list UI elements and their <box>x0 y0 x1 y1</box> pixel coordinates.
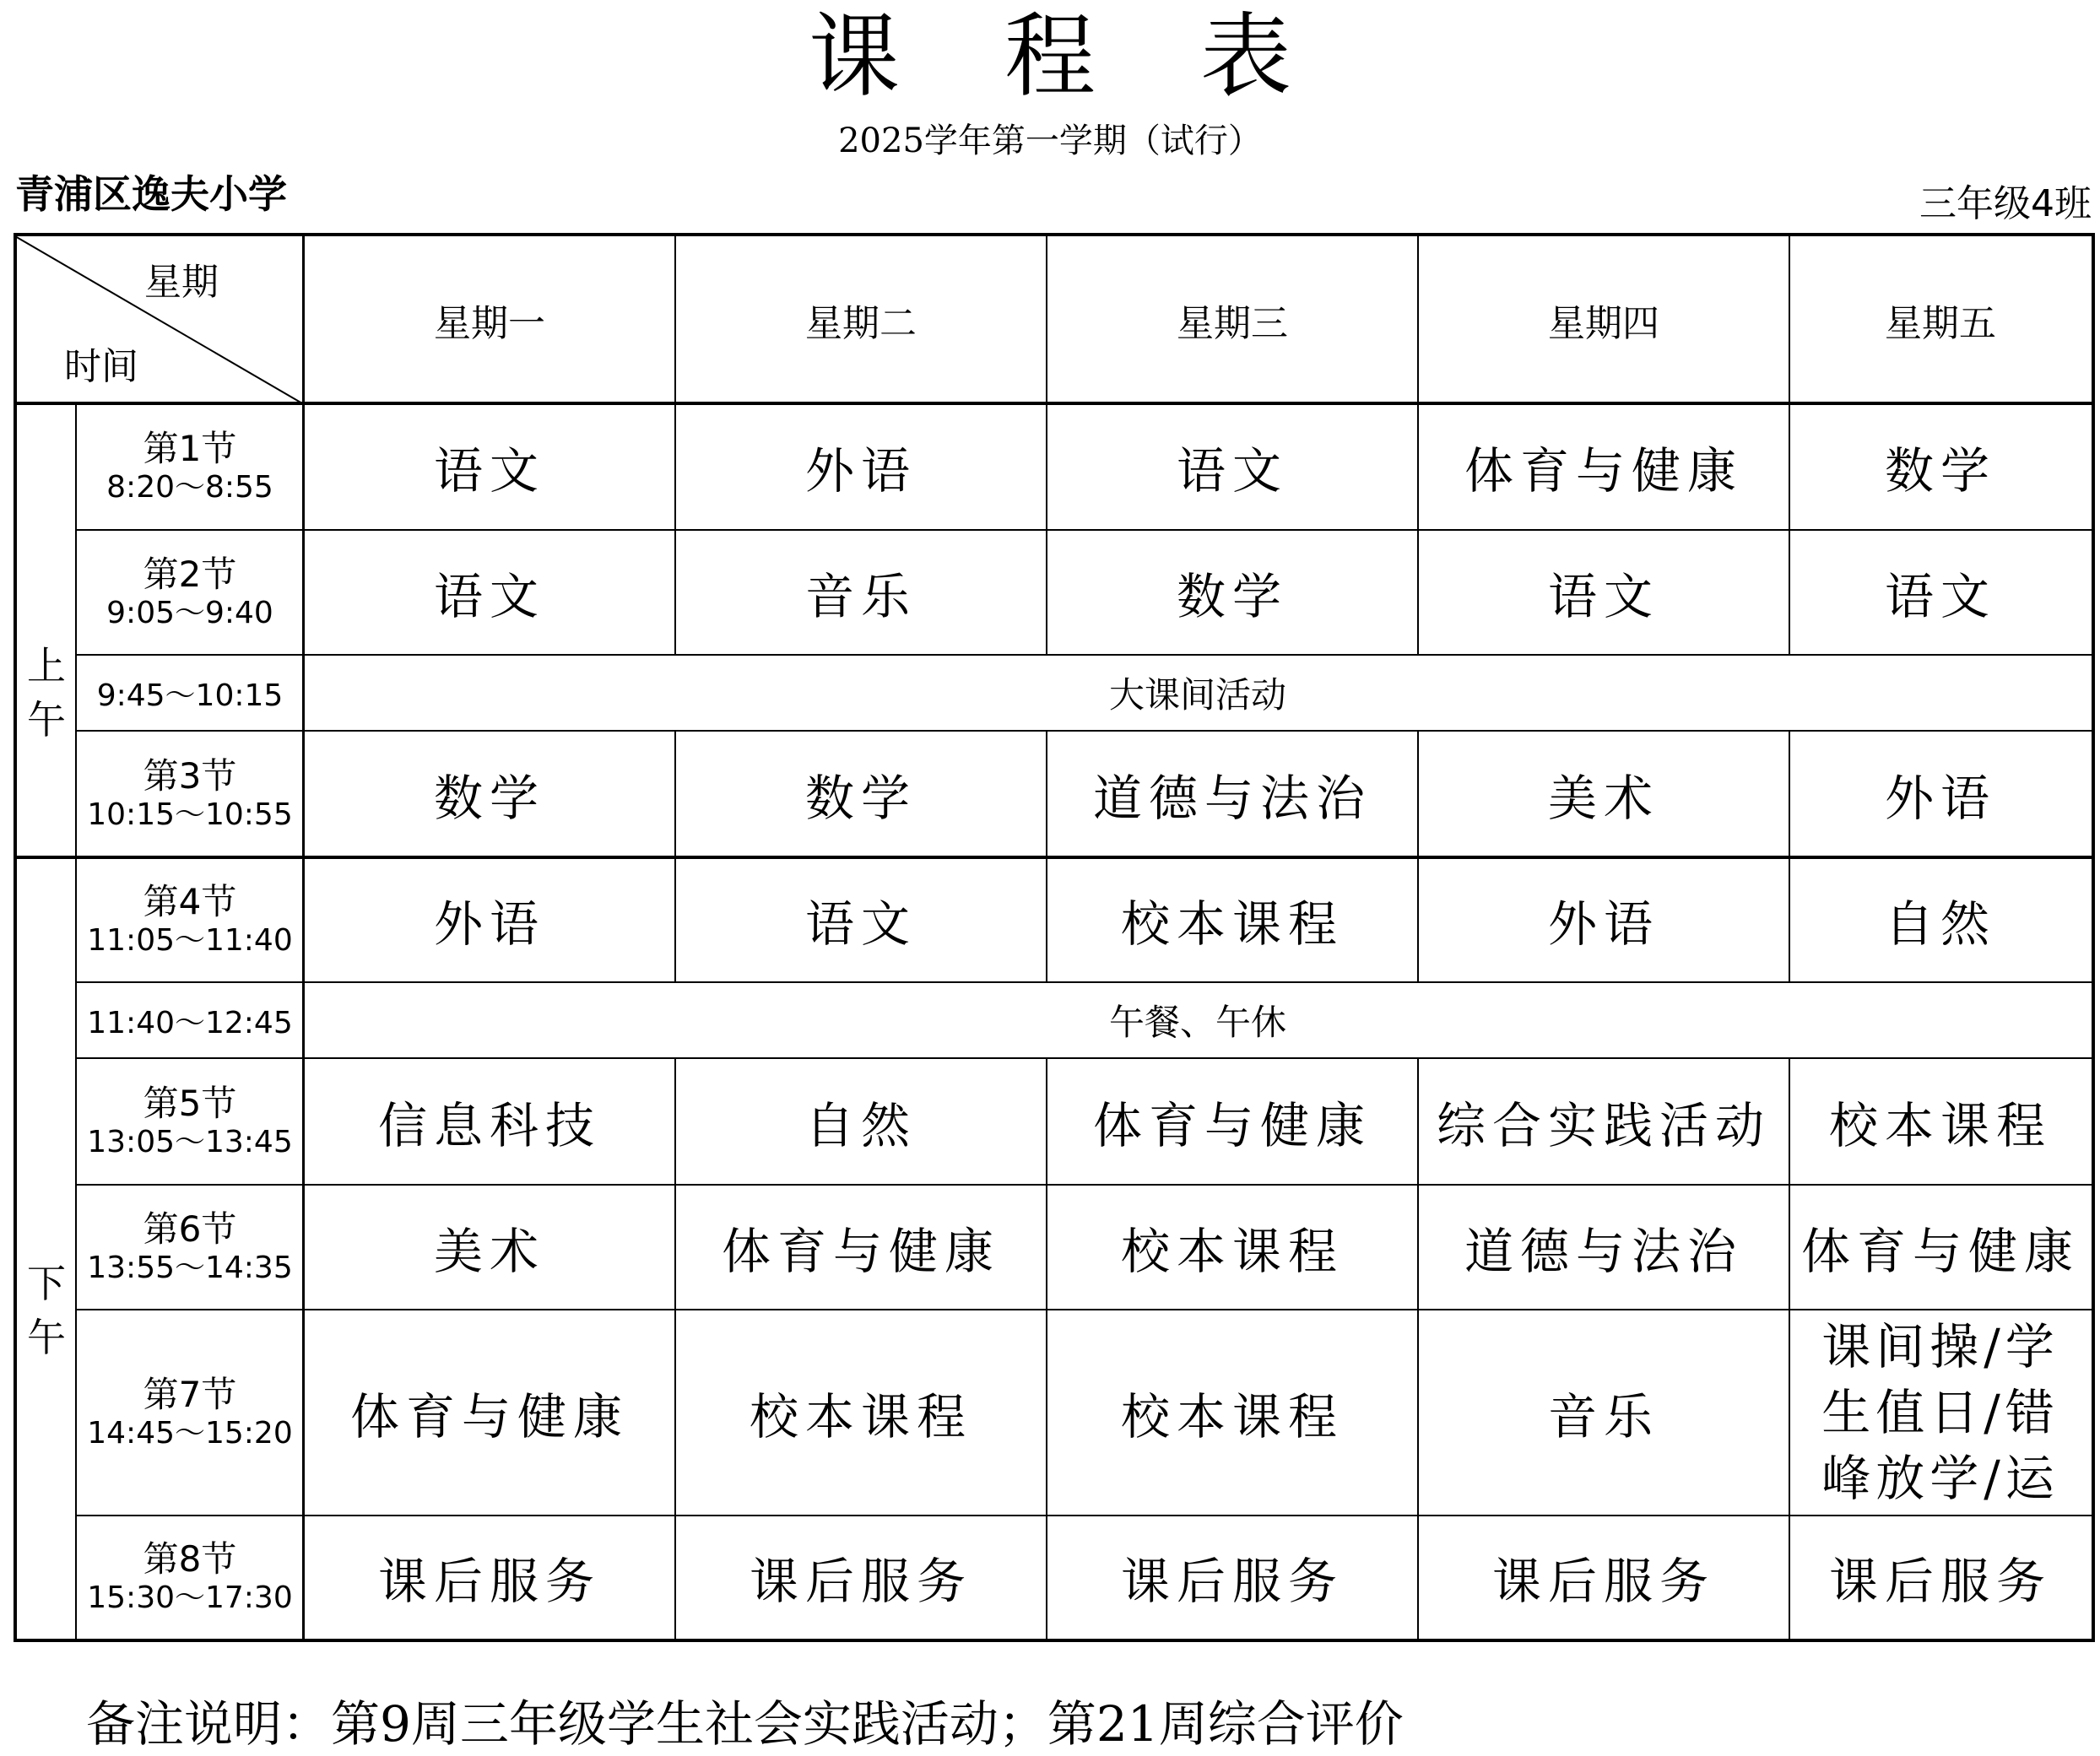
column-separator <box>75 403 77 1639</box>
day-header-5: 星期五 <box>1885 302 1996 345</box>
subject-cell: 道德与法治 <box>1464 1223 1743 1280</box>
period-label: 第2节 <box>143 554 237 595</box>
subject-cell: 美术 <box>433 1223 545 1280</box>
period-time: 13:05～13:45 <box>87 1125 293 1159</box>
school-name: 青浦区逸夫小学 <box>15 171 287 217</box>
column-separator <box>1046 236 1047 655</box>
title-char: 课 <box>808 4 900 110</box>
period-cell <box>76 403 304 530</box>
subject-cell: 语文 <box>1884 568 1996 625</box>
period-cell <box>76 731 304 857</box>
subject-cell: 综合实践活动 <box>1436 1097 1771 1154</box>
column-separator <box>302 236 305 1639</box>
subject-cell: 体育与健康 <box>1800 1223 2080 1280</box>
morning-label: 上 午 <box>27 643 66 743</box>
subject-cell: 体育与健康 <box>349 1388 629 1445</box>
break-time: 11:40～12:45 <box>87 1005 293 1040</box>
column-separator <box>1789 236 1790 655</box>
subject-cell: 校本课程 <box>1120 1223 1344 1280</box>
column-separator <box>674 236 676 655</box>
break-time: 9:45～10:15 <box>96 678 284 713</box>
subject-cell: 数学 <box>1884 442 1996 500</box>
period-label: 第1节 <box>143 428 237 469</box>
subject-cell: 课后服务 <box>377 1553 601 1610</box>
afternoon-label: 下 午 <box>27 1261 66 1360</box>
column-separator <box>1417 236 1419 655</box>
period-time: 13:55～14:35 <box>87 1251 293 1285</box>
period-label: 第5节 <box>143 1083 237 1124</box>
title-char: 表 <box>1200 4 1292 110</box>
period-time: 9:05～9:40 <box>106 596 273 630</box>
subject-cell: 数学 <box>804 770 917 827</box>
subject-cell: 自然 <box>804 1097 917 1154</box>
period-cell <box>76 530 304 655</box>
column-separator <box>674 731 676 982</box>
subject-cell: 外语 <box>1884 770 1996 827</box>
subject-cell: 校本课程 <box>749 1388 972 1445</box>
day-header-4: 星期四 <box>1548 302 1659 345</box>
subject-cell: 语文 <box>433 442 545 500</box>
period-time: 8:20～8:55 <box>106 470 273 505</box>
column-separator <box>1789 731 1790 982</box>
remarks-note: 备注说明：第9周三年级学生社会实践活动；第21周综合评价 <box>86 1695 1404 1753</box>
subject-cell: 课后服务 <box>1120 1553 1344 1610</box>
period-time: 11:05～11:40 <box>87 923 293 958</box>
day-header-3: 星期三 <box>1177 302 1288 345</box>
day-header-1: 星期一 <box>434 302 545 345</box>
page-title <box>0 4 2100 110</box>
subject-cell: 语文 <box>1176 442 1288 500</box>
break-label: 午餐、午休 <box>1108 1002 1286 1043</box>
subject-cell: 语文 <box>804 895 917 953</box>
subject-cell: 语文 <box>1547 568 1659 625</box>
column-separator <box>1789 1058 1790 1639</box>
subject-cell: 校本课程 <box>1120 1388 1344 1445</box>
period-time: 10:15～10:55 <box>87 797 293 832</box>
column-separator <box>1046 731 1047 982</box>
period-label: 第6节 <box>143 1208 237 1250</box>
subject-cell: 美术 <box>1547 770 1659 827</box>
semester-subtitle: 2025学年第一学期（试行） <box>838 122 1262 160</box>
subject-cell: 语文 <box>433 568 545 625</box>
subject-cell: 课后服务 <box>749 1553 972 1610</box>
corner-time-label: 时间 <box>64 345 138 388</box>
day-header-2: 星期二 <box>805 302 917 345</box>
subject-cell: 课后服务 <box>1491 1553 1715 1610</box>
subject-cell: 校本课程 <box>1120 895 1344 953</box>
subject-cell: 校本课程 <box>1828 1097 2052 1154</box>
period-cell <box>76 1185 304 1310</box>
class-name: 三年级4班 <box>1919 182 2092 225</box>
subject-cell: 数学 <box>433 770 545 827</box>
period-label: 第3节 <box>143 755 237 797</box>
subject-cell: 道德与法治 <box>1092 770 1372 827</box>
period-label: 第7节 <box>143 1374 237 1415</box>
period-label: 第8节 <box>143 1538 237 1580</box>
section-separator <box>17 402 2092 405</box>
subject-cell: 外语 <box>804 442 917 500</box>
title-char: 程 <box>1004 4 1096 110</box>
corner-day-label: 星期 <box>144 261 219 304</box>
period-cell <box>76 1058 304 1185</box>
column-separator <box>1046 1058 1047 1639</box>
period-cell <box>76 857 304 982</box>
period-label: 第4节 <box>143 881 237 922</box>
subject-cell: 体育与健康 <box>1092 1097 1372 1154</box>
subject-cell: 自然 <box>1884 895 1996 953</box>
subject-cell: 课间操/学 生值日/错 峰放学/运 <box>1821 1318 2059 1507</box>
period-cell <box>76 1310 304 1516</box>
subject-cell: 音乐 <box>804 568 917 625</box>
column-separator <box>674 1058 676 1639</box>
column-separator <box>1417 731 1419 982</box>
subject-cell: 音乐 <box>1547 1388 1659 1445</box>
timetable-grid <box>14 233 2095 1642</box>
subject-cell: 信息科技 <box>377 1097 601 1154</box>
subject-cell: 课后服务 <box>1828 1553 2052 1610</box>
subject-cell: 数学 <box>1176 568 1288 625</box>
section-separator <box>17 856 2092 859</box>
subject-cell: 体育与健康 <box>721 1223 1000 1280</box>
column-separator <box>1417 1058 1419 1639</box>
period-time: 15:30～17:30 <box>87 1580 293 1615</box>
break-label: 大课间活动 <box>1108 674 1286 716</box>
subject-cell: 外语 <box>1547 895 1659 953</box>
subject-cell: 体育与健康 <box>1464 442 1743 500</box>
period-time: 14:45～15:20 <box>87 1416 293 1451</box>
subject-cell: 外语 <box>433 895 545 953</box>
period-cell <box>76 1516 304 1639</box>
